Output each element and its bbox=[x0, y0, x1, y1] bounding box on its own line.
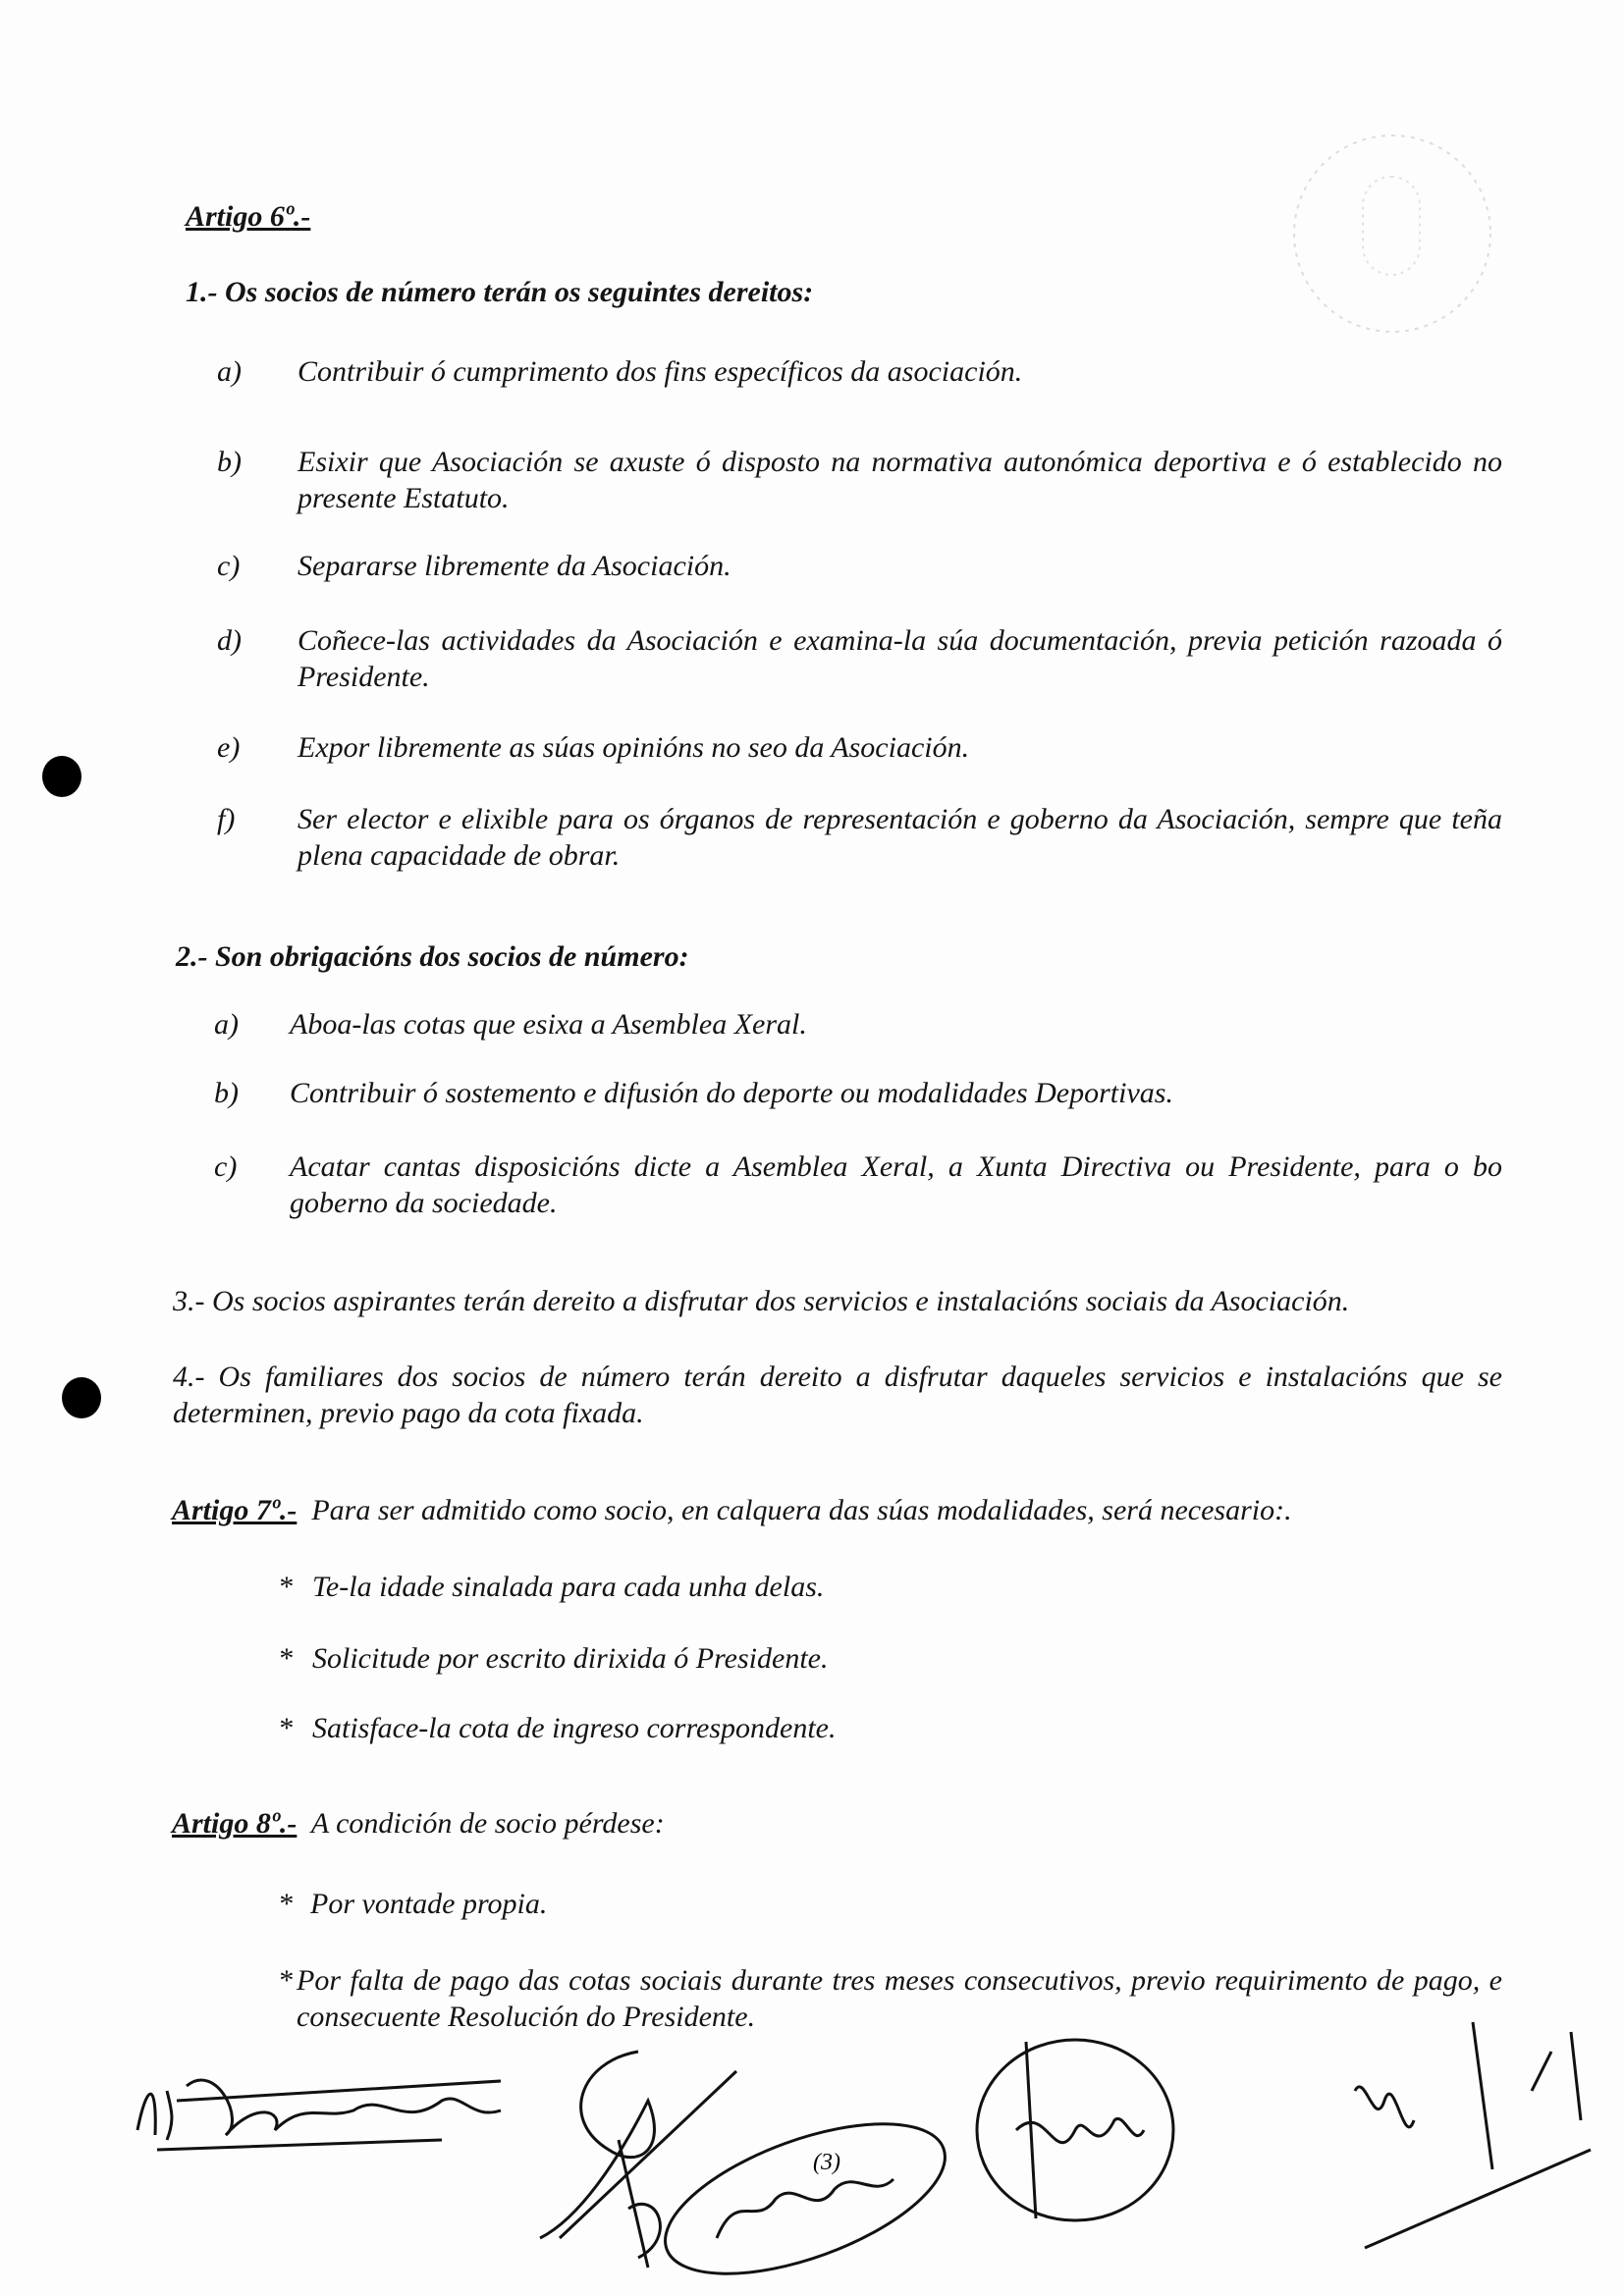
article-7 bbox=[172, 1492, 1292, 1528]
list-item: Contribuir ó sostemento e difusión do deporte ou modalidades Deportivas. bbox=[290, 1077, 1173, 1109]
signature bbox=[1345, 2012, 1600, 2268]
punch-hole bbox=[62, 1377, 101, 1418]
article-7-heading: Artigo 7º.- bbox=[172, 1494, 298, 1526]
list-item-label: a) bbox=[214, 1008, 239, 1041]
list-item-label: c) bbox=[217, 550, 241, 582]
faded-stamp bbox=[1276, 118, 1512, 353]
list-item-label: e) bbox=[217, 731, 241, 764]
bullet-item: Te-la idade sinalada para cada unha delas. bbox=[312, 1571, 825, 1603]
bullet-mark: * bbox=[278, 1642, 293, 1675]
section-3: 3.- Os socios aspirantes terán dereito a disfrutar dos servicios e instalacións sociais da Asociación. bbox=[173, 1285, 1350, 1317]
article-8-intro: A condición de socio pérdese: bbox=[310, 1807, 665, 1840]
bullet-item: Por falta de pago das cotas sociais durante tres meses consecutivos, previo requirimento de pago, e consecuente Resolución do Presidente. bbox=[297, 1964, 1502, 2033]
list-item-label: b) bbox=[214, 1077, 239, 1109]
bullet-item: Por vontade propia. bbox=[310, 1888, 548, 1920]
list-item-label: b) bbox=[217, 446, 242, 478]
list-item: Separarse libremente da Asociación. bbox=[298, 550, 731, 582]
signature-note: (3) bbox=[813, 2150, 840, 2175]
article-8 bbox=[172, 1805, 665, 1842]
list-item-label: a) bbox=[217, 355, 242, 388]
article-6-heading: Artigo 6º.- bbox=[186, 200, 311, 233]
list-item: Aboa-las cotas que esixa a Asemblea Xeral. bbox=[290, 1008, 807, 1041]
article-8-heading: Artigo 8º.- bbox=[172, 1807, 298, 1840]
list-item: Acatar cantas disposicións dicte a Asemblea Xeral, a Xunta Directiva ou Presidente, para o bo goberno da sociedade. bbox=[290, 1150, 1502, 1219]
bullet-item: Satisface-la cota de ingreso correspondente. bbox=[312, 1712, 837, 1744]
list-item: Esixir que Asociación se axuste ó disposto na normativa autonómica deportiva e ó establecido no presente Estatuto. bbox=[298, 446, 1502, 514]
signature bbox=[520, 2042, 962, 2287]
article-7-intro: Para ser admitido como socio, en calquera das súas modalidades, será necesario:. bbox=[311, 1494, 1292, 1526]
section-2-title: 2.- Son obrigacións dos socios de número: bbox=[176, 940, 689, 973]
bullet-mark: * bbox=[278, 1964, 293, 1997]
list-item-label: c) bbox=[214, 1150, 238, 1183]
list-item-label: d) bbox=[217, 624, 242, 657]
section-4: 4.- Os familiares dos socios de número terán dereito a disfrutar daqueles servicios e instalacións que se determinen, previo pago da cota fixada. bbox=[173, 1361, 1502, 1429]
signature bbox=[128, 2042, 520, 2160]
bullet-item: Solicitude por escrito dirixida ó Presidente. bbox=[312, 1642, 829, 1675]
punch-hole bbox=[42, 756, 81, 797]
list-item: Ser elector e elixible para os órganos de representación e goberno da Asociación, sempre que teña plena capacidade de obrar. bbox=[298, 803, 1502, 872]
bullet-mark: * bbox=[278, 1888, 293, 1920]
section-1-title: 1.- Os socios de número terán os seguintes dereitos: bbox=[186, 276, 814, 308]
bullet-mark: * bbox=[278, 1712, 293, 1744]
signature bbox=[967, 2022, 1193, 2238]
list-item-label: f) bbox=[217, 803, 236, 835]
list-item: Coñece-las actividades da Asociación e examina-la súa documentación, previa petición razoada ó Presidente. bbox=[298, 624, 1502, 693]
bullet-mark: * bbox=[278, 1571, 293, 1603]
list-item: Contribuir ó cumprimento dos fins específicos da asociación. bbox=[298, 355, 1023, 388]
list-item: Expor libremente as súas opinións no seo da Asociación. bbox=[298, 731, 970, 764]
